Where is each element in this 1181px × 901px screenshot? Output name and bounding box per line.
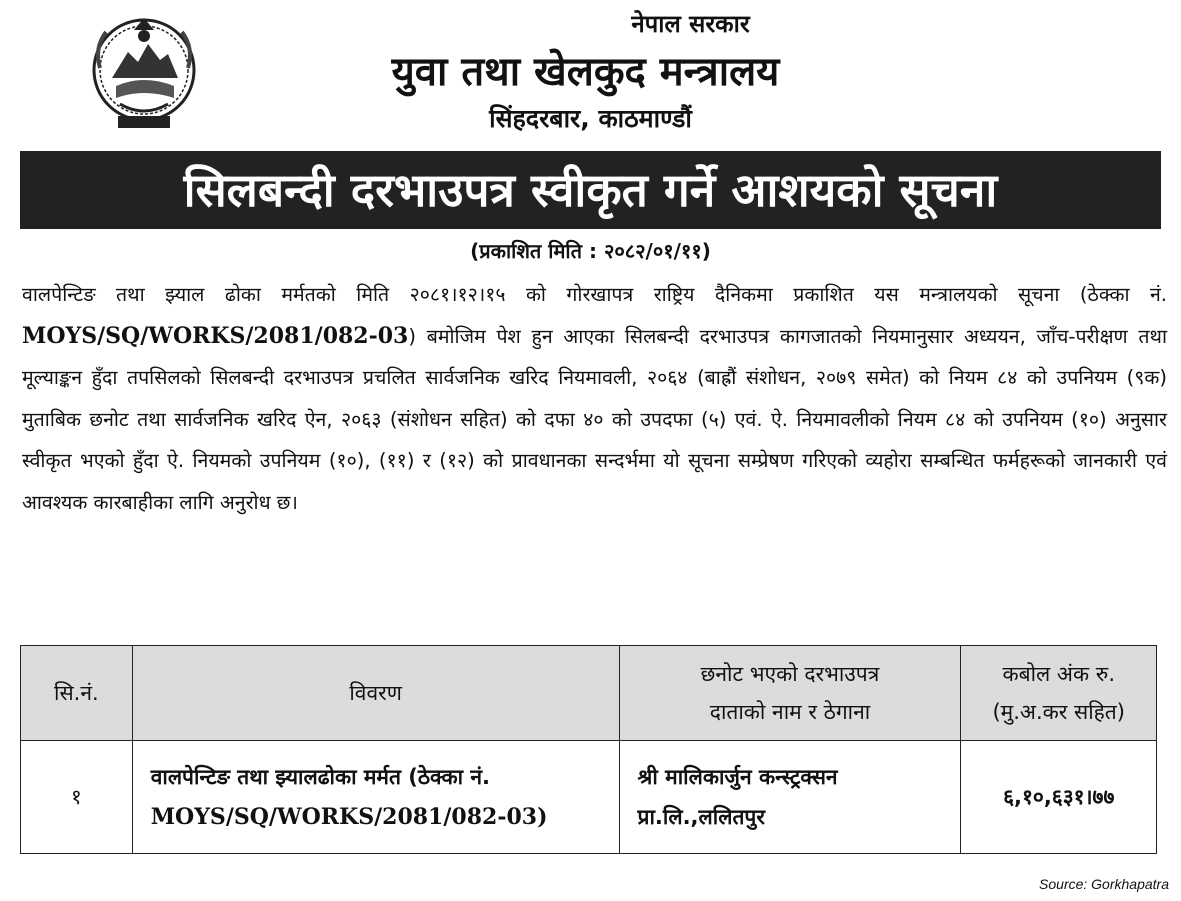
table-row <box>21 741 1157 854</box>
row-serial-number: १ <box>21 741 133 854</box>
notice-body-part2: ) बमोजिम पेश हुन आएका सिलबन्दी दरभाउपत्र कागजातको नियमानुसार अध्ययन, जाँच-परीक्षण तथा मूल्याङ्कन हुँदा तपसिलको सिलबन्दी दरभाउपत्र प्रचलित सार्वजनिक खरिद नियमावली, २०६४ (बाह्रौं संशोधन, २०७९ समेत) को नियम ८४ को उपनियम (९क) मुताबिक छनोट तथा सार्वजनिक खरिद ऐन, २०६३ (संशोधन सहित) को दफा ४० को उपदफा (५) एवं. ऐ. नियमावलीको नियम ८४ को उपनियम (१०) अनुसार स्वीकृत भएको हुँदा ऐ. नियमको उपनियम (१०), (११) र (१२) को प्रावधानका सन्दर्भमा यो सूचना सम्प्रेषण गरिएको व्यहोरा सम्बन्धित फर्महरूको जानकारी एवं आवश्यक कारबाहीका लागि अनुरोध छ। <box>22 324 1167 514</box>
row-description <box>132 741 619 854</box>
row-description-text: वालपेन्टिङ तथा झ्यालढोका मर्मत (ठेक्का नं. <box>150 765 491 789</box>
published-date: (प्रकाशित मिति : २०८२/०१/११) <box>470 239 711 263</box>
header-serial-number: सि.नं. <box>21 646 133 741</box>
header-bidder <box>619 646 961 741</box>
row-amount: ६,१०,६३१।७७ <box>961 741 1157 854</box>
notice-body-part1: वालपेन्टिङ तथा झ्याल ढोका मर्मतको मिति २०८१।१२।१५ को गोरखापत्र राष्ट्रिय दैनिकमा प्रकाशित यस मन्त्रालयको सूचना (ठेक्का नं. <box>22 283 1167 306</box>
government-name: नेपाल सरकार <box>631 10 750 38</box>
header-bidder-line1: छनोट भएको दरभाउपत्र <box>700 662 880 686</box>
table-header-row <box>21 646 1157 741</box>
header-amount <box>961 646 1157 741</box>
header-amount-line2: (मु.अ.कर सहित) <box>992 700 1125 724</box>
source-credit: Source: Gorkhapatra <box>1039 876 1169 892</box>
row-contract-number: MOYS/SQ/WORKS/2081/082-03) <box>150 804 548 830</box>
row-bidder-address: प्रा.लि.,ललितपुर <box>637 805 765 829</box>
ministry-name: युवा तथा खेलकुद मन्त्रालय <box>391 49 780 95</box>
notice-body <box>22 274 1167 523</box>
header-bidder-line2: दाताको नाम र ठेगाना <box>709 700 871 724</box>
header-amount-line1: कबोल अंक रु. <box>1002 662 1116 686</box>
contract-reference: MOYS/SQ/WORKS/2081/082-03 <box>22 322 409 349</box>
notice-header <box>200 4 1181 138</box>
award-table <box>20 645 1157 854</box>
ministry-address: सिंहदरबार, काठमाण्डौं <box>489 104 692 133</box>
notice-title-banner: सिलबन्दी दरभाउपत्र स्वीकृत गर्ने आशयको सूचना <box>20 151 1161 229</box>
row-bidder <box>619 741 961 854</box>
row-bidder-name: श्री मालिकार्जुन कन्स्ट्रक्सन <box>637 765 838 789</box>
header-description: विवरण <box>132 646 619 741</box>
